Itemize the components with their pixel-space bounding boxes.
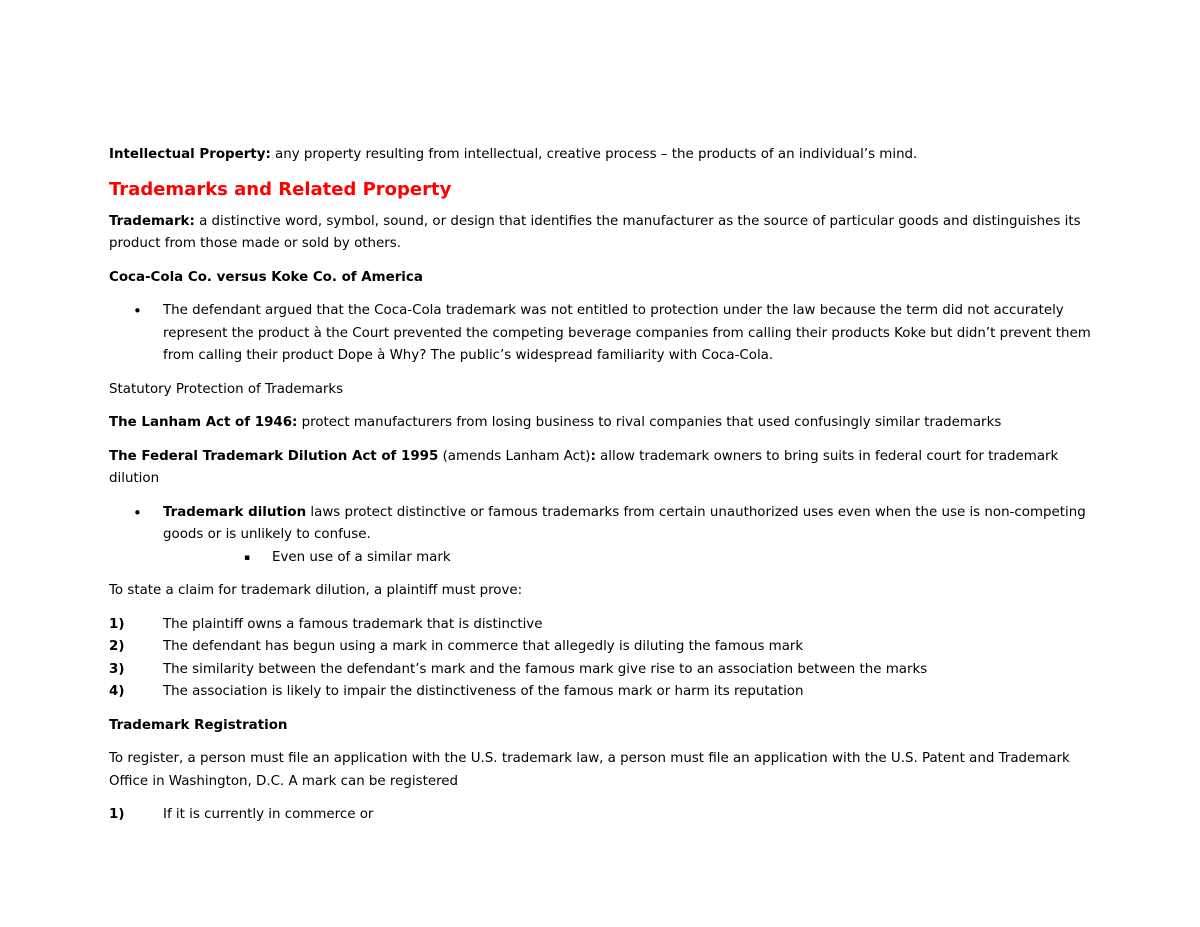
- claim-item-number: 1): [109, 616, 125, 632]
- registration-text: To register, a person must file an application with the U.S. trademark law, a person must file an application with the U.S. Patent and Trademark Office in Washington, D.C. A mark can be registered: [109, 751, 1070, 789]
- claim-item-number: 2): [109, 639, 125, 654]
- lanham-paragraph: [109, 412, 1099, 435]
- dilution-act-paragraph: [109, 446, 1099, 491]
- square-bullet-icon: ▪: [244, 552, 251, 563]
- dilution-act-colon: :: [590, 448, 596, 464]
- document-page: [109, 144, 1099, 827]
- registration-item-number: 1): [109, 807, 125, 822]
- dilution-bullet: [109, 502, 1099, 547]
- claim-item: [109, 614, 1099, 637]
- dilution-act-amends: (amends Lanham Act): [438, 448, 591, 464]
- bullet-marker: •: [133, 302, 142, 320]
- claim-item: [109, 636, 1099, 659]
- claim-item-text: The association is likely to impair the distinctiveness of the famous mark or harm its reputation: [163, 684, 804, 699]
- lanham-term: The Lanham Act of 1946:: [109, 415, 298, 430]
- sub-bullet-text: Even use of a similar mark: [272, 549, 451, 565]
- registration-item-text: If it is currently in commerce or: [163, 807, 374, 822]
- dilution-act-term: The Federal Trademark Dilution Act of 1995: [109, 448, 439, 464]
- intro-term: Intellectual Property:: [109, 147, 271, 162]
- lanham-text: protect manufacturers from losing business to rival companies that used confusingly similar trademarks: [297, 415, 1002, 430]
- dilution-sub-bullet: [109, 547, 1099, 570]
- claim-item-text: The defendant has begun using a mark in commerce that allegedly is diluting the famous mark: [163, 639, 804, 654]
- bullet-marker: •: [133, 503, 142, 522]
- case-title: Coca-Cola Co. versus Koke Co. of America: [109, 269, 423, 285]
- claim-item-number: 3): [109, 661, 125, 677]
- section-heading: Trademarks and Related Property: [109, 178, 452, 200]
- trademark-definition: [109, 211, 1099, 256]
- claim-item: [109, 681, 1099, 704]
- dilution-bullet-term: Trademark dilution: [163, 504, 307, 520]
- registration-item: [109, 804, 1099, 827]
- trademark-text: a distinctive word, symbol, sound, or design that identifies the manufacturer as the source of particular goods and distinguishes its product from those made or sold by others.: [109, 213, 1081, 251]
- claim-item: [109, 659, 1099, 682]
- intro-definition: any property resulting from intellectual, creative process – the products of an individual’s mind.: [270, 147, 918, 162]
- trademark-term: Trademark:: [109, 213, 195, 229]
- dilution-act-text: allow trademark owners to bring suits in federal court for trademark dilution: [109, 448, 1059, 486]
- case-bullet: [109, 300, 1099, 368]
- claim-item-text: The plaintiff owns a famous trademark that is distinctive: [163, 616, 543, 632]
- claim-list: [109, 614, 1099, 704]
- registration-title: Trademark Registration: [109, 717, 288, 733]
- claim-intro: To state a claim for trademark dilution, a plaintiff must prove:: [109, 583, 523, 598]
- dilution-bullet-text: laws protect distinctive or famous trademarks from certain unauthorized uses even when the use is non-competing goods or is unlikely to confuse.: [163, 504, 1086, 542]
- intro-paragraph: [109, 144, 1099, 167]
- registration-list: [109, 804, 1099, 827]
- statutory-title: Statutory Protection of Trademarks: [109, 381, 344, 397]
- case-bullet-text: The defendant argued that the Coca-Cola trademark was not entitled to protection under the law because the term did not accurately represent the product à the Court prevented the competing beverage companies from calling their products Koke but didn’t prevent them from calling their product Dope à Why? The public’s widespread familiarity with Coca-Cola.: [163, 303, 1091, 363]
- claim-item-text: The similarity between the defendant’s mark and the famous mark give rise to an association between the marks: [163, 661, 928, 677]
- claim-item-number: 4): [109, 684, 125, 699]
